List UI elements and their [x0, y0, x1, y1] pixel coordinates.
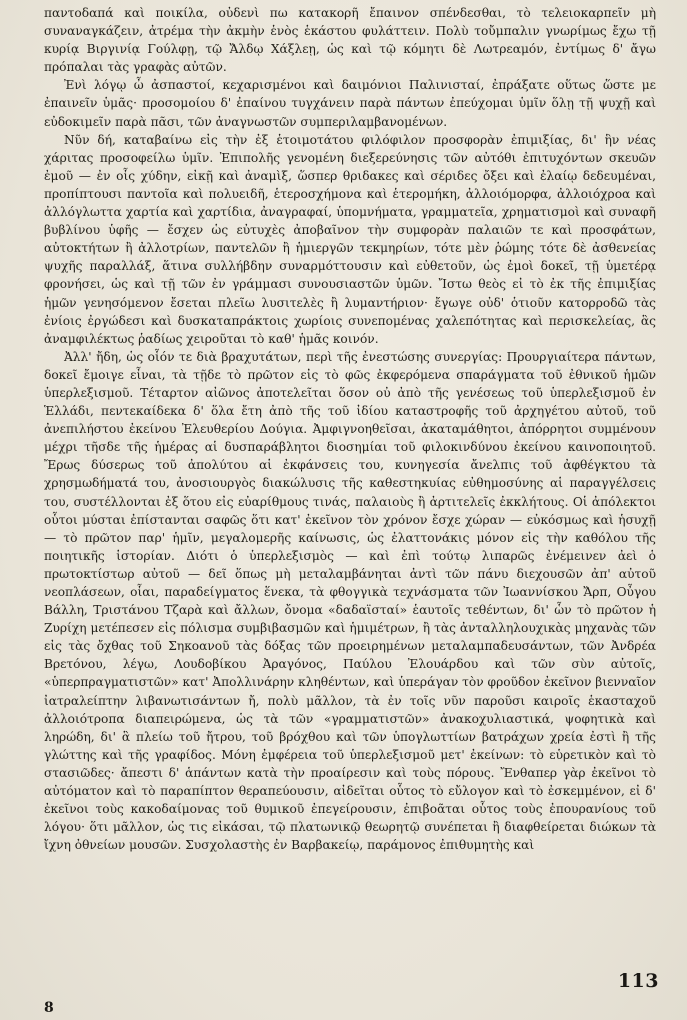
- paragraph-continued: παντοδαπά καὶ ποικίλα, οὐδενὶ πω κατακορῆ ἔπαινον σπένδεσθαι, τὸ τελειοκαρπεῖν μὴ συναναγκάζειν, ἀτρέμα τὴν ἀκμὴν ἑνὸς ἑκάστου φυλάττειν. Πολὺ τοὔμπαλιν γνωρίμως ἔχω τῇ κυρίᾳ Βιργινίᾳ Γούλφῃ, τῷ Ἄλδῳ Χάξλεῃ, ὡς καὶ τῷ κόμητι δὲ Λωτρεαμόν, ἐντίμως δ' ἄγω πρόπαλαι τὰς γραφὰς αὐτῶν.: [44, 6, 656, 75]
- text-body: [44, 4, 656, 854]
- paragraph-greeting: Ἐνὶ λόγῳ ὦ ἀσπαστοί, κεχαρισμένοι καὶ δαιμόνιοι Παλινισταί, ἐπράξατε οὕτως ὥστε με ἐπαινεῖν ὑμᾶς· προσομοίου δ' ἐπαίνου τυγχάνειν παρὰ πάντων ἐπεύχομαι ὑμῖν ὅλῃ τῇ ψυχῇ καὶ εὐδοκιμεῖν παρὰ πᾶσι, τῶν ἀναγνωστῶν συμπεριλαμβανομένων.: [44, 78, 656, 129]
- page-number: 113: [617, 970, 659, 992]
- paragraph-hyperlexism: Ἀλλ' ἤδη, ὡς οἷόν τε διὰ βραχυτάτων, περὶ τῆς ἐνεστώσης συνεργίας: Προυργιαίτερα πάντων, δοκεῖ ἔμοιγε εἶναι, τὰ τῇδε τὸ πρῶτον εἰς τὸ φῶς ἐκφερόμενα σπαράγματα τοῦ ἐθνικοῦ ἡμῶν ὑπερλεξισμοῦ. Τέταρτον αἰῶνος ἀποτελεῖται ὅσον οὐ ἀπὸ τῆς γενέσεως τοῦ ὑπερλεξισμοῦ ἐν Ἑλλάδι, πεντεκαίδεκα δ' ὅλα ἔτη ἀπὸ τῆς τοῦ ἰδίου καταστροφῆς τοῦ ἀρχηγέτου αὐτοῦ, τοῦ ἀνεπιλήστου ἐκείνου Ἐλευθερίου Δούγια. Ἀμφιγνοηθεῖσαι, ἀκαταμάθητοι, ἀπόρρητοι συμμένουν μέχρι τῆσδε τῆς ἡμέρας αἱ δυσπαράβλητοι διοσημίαι τοῦ φιλοκινδύνου ἐκείνου καινοποιητοῦ. Ἔρως δύσερως τοῦ ἀπολύτου αἱ ἐκφάνσεις του, κυνηγεσία ἄνελπις τοῦ ἀφθέγκτου τὰ χρησμωδήματά του, ἀνοσιουργὸς διακώλυσις τῆς καθεστηκυίας εὐθημοσύνης αἱ παραγγέλσεις του, συστέλλονται ἐξ ὅτου εἰς εὐαρίθμους τινάς, παλαιοὺς ἢ ἀρτιτελεῖς ἐκκλήτους. Οἱ ἀπόλεκτοι οὗτοι μύσται ἐπίστανται σαφῶς ὅτι κατ' ἐκεῖνον τὸν χρόνον ἔσχε χώραν — εὐκόσμως καὶ ἡσυχῇ — τὸ πρῶτον παρ' ἡμῖν, μεγαλομερῆς καίνωσις, ὡς ἐλαττονάκις μόνον εἰς τὴν καθόλου τῆς ποιητικῆς ἱστορίαν. Διότι ὁ ὑπερλεξισμὸς — καὶ ἐπὶ τούτῳ λιπαρῶς ἐνέμεινεν ἀεὶ ὁ πρωτοκτίστωρ αὐτοῦ — δεῖ ὅπως μὴ μεταλαμβάνηται ἀντὶ τῶν πάνυ διεχουσῶν ἀπ' αὐτοῦ νεοπλάσεων, οἷαι, παραδείγματος ἕνεκα, τὰ φθογγικὰ τεχνάσματα τῶν Ἰωαννίσκου Ἄρπ, Οὖγου Βάλλη, Τριστάνου Τζαρὰ καὶ ἄλλων, ὄνομα «δαδαϊσταί» ἑαυτοῖς τεθέντων, δι' ὧν τὸ πρῶτον ἡ Ζυρίχη μετέπεσεν εἰς πόλισμα συμβιβασμῶν καὶ ἡμιμέτρων, ἢ τὰς ἀνταλληλουχικὰς μηχανὰς τῶν εἰς τὰς ὄχθας τοῦ Σηκοανοῦ τὰς δόξας τῶν προειρημένων μεταλαμπαδευσάντων, τῶν Ἀνδρέα Βρετόνου, λέγω, Λουδοβίκου Ἀραγόνος, Παύλου Ἐλουάρδου καὶ τῶν σὺν αὐτοῖς, «ὑπερπραγματιστῶν» κατ' Ἀπολλινάρην κληθέντων, καὶ ὑπεράγαν τὸν φροῦδον ἐκεῖνον βιενναῖον ἰατραλείπτην λιβανωτισάντων ἤ, πολὺ μᾶλλον, τὰ ἐν τοῖς νῦν παροῦσι καιροῖς ἑκασταχοῦ ἀλλοιότροπα διαπειρώμενα, ὡς τὰ τῶν «γραμματιστῶν» ἀνακοχυλιαστικά, ψοφητικὰ καὶ ληρώδη, δι' ἃ πλείω τοῦ ἤτρου, τοῦ βρόχθου καὶ τῶν ὑπογλωττίων βατράχων χρεία ἐστὶ ἢ τῆς γλώττης καὶ τῆς γραφίδος. Μόνη ἐμφέρεια τοῦ ὑπερλεξισμοῦ μετ' ἐκείνων: τὸ εὑρετικὸν καὶ τὸ στασιῶδες· ἄπεστι δ' ἁπάντων κατὰ τὴν προαίρεσιν καὶ τοὺς πόρους. Ἔνθαπερ γὰρ ἐκεῖνοι τὸ αὐτόματον καὶ τὸ παραπίπτον θεραπεύουσιν, αἰδεῖται οὗτος τὸ εὔλογον καὶ τὸ ἐσκεμμένον, εἰ δ' ἐκεῖνοι τοὺς κακοδαίμονας τοῦ θυμικοῦ ἐπεγείρουσιν, ἐπιβοᾶται οὗτος τοὺς ἐπουρανίους τοῦ λόγου· ὅτι μᾶλλον, ὡς τις εἰκάσαι, τῷ πλατωνικῷ θεωρητῷ συνέπεται ἢ διαφθείρεται διώκων τὰ ἴχνη ὀθνείων μουσῶν. Συσχολαστὴς ἐν Βαρβακείῳ, παράμονος ἐπιθυμητὴς καὶ: [44, 349, 656, 853]
- paragraph-contribution: Νῦν δή, καταβαίνω εἰς τὴν ἐξ ἑτοιμοτάτου φιλόφιλον προσφορὰν ἐπιμιξίας, δι' ἣν νέας χάριτας προσοφείλω ὑμῖν. Ἐπιπολῆς γενομένη διεξερεύνησις τῶν αὐτόθι ἐπιτυχόντων σκευῶν ἐμοῦ — ἐν οἷς χύδην, εἰκῇ καὶ ἀναμὶξ, ὥσπερ θριδακες καὶ σέριδες ὄξει καὶ ἐλαίῳ δεδευμέναι, προπίπτουσι παντοῖα καὶ πολυειδῆ, ἑτεροσχήμονα καὶ ἑτερομήκη, ἀλλοιόμορφα, ἀλλοιόχροα καὶ ἀλλόγλωττα χαρτία καὶ χαρτίδια, ἀναγραφαί, ὑπομνήματα, γραμματεῖα, χρηματισμοὶ καὶ συναφῆ βυβλίνου ὑφῆς — ἔσχεν ὡς εὐτυχὲς ἀποβαῖνον τὴν συμφορὰν παλαιῶν τε καὶ προσφάτων, αὐτοκτήτων ἢ ἀλλοτρίων, παντελῶν ἢ ἡμιεργῶν τεκμηρίων, τότε μὲν ῥώμης τότε δὲ ἀσθενείας ψυχῆς παραλλάξ, ἅτινα συλλήβδην συναρμόττουσιν καὶ εὐθετοῦν, ὡς ἐμοὶ δοκεῖ, τῇ ὑμετέρᾳ φρονήσει, ὡς καὶ τῇ τῶν ἐν γράμμασι συνουσιαστῶν ὑμῶν. Ἴστω θεὸς εἰ τὸ ἐκ τῆς ἐπιμιξίας ἡμῶν γενησόμενον ἔσεται πλεῖω λυσιτελὲς ἢ λυμαντήριον· ἔγωγε οὐδ' ὁτιοῦν κατορροδῶ τὰς ἐνίοις ἐργώδεσι καὶ δυσκαταπράκτοις χωρίοις συνεπομένας χαλεπότητας καὶ περισκελείας, ἃς ἀναμφιλέκτως ῥαδίως χειροῦται τὸ καθ' ἡμᾶς κοινόν.: [44, 132, 656, 346]
- signature-mark: 8: [44, 1000, 54, 1016]
